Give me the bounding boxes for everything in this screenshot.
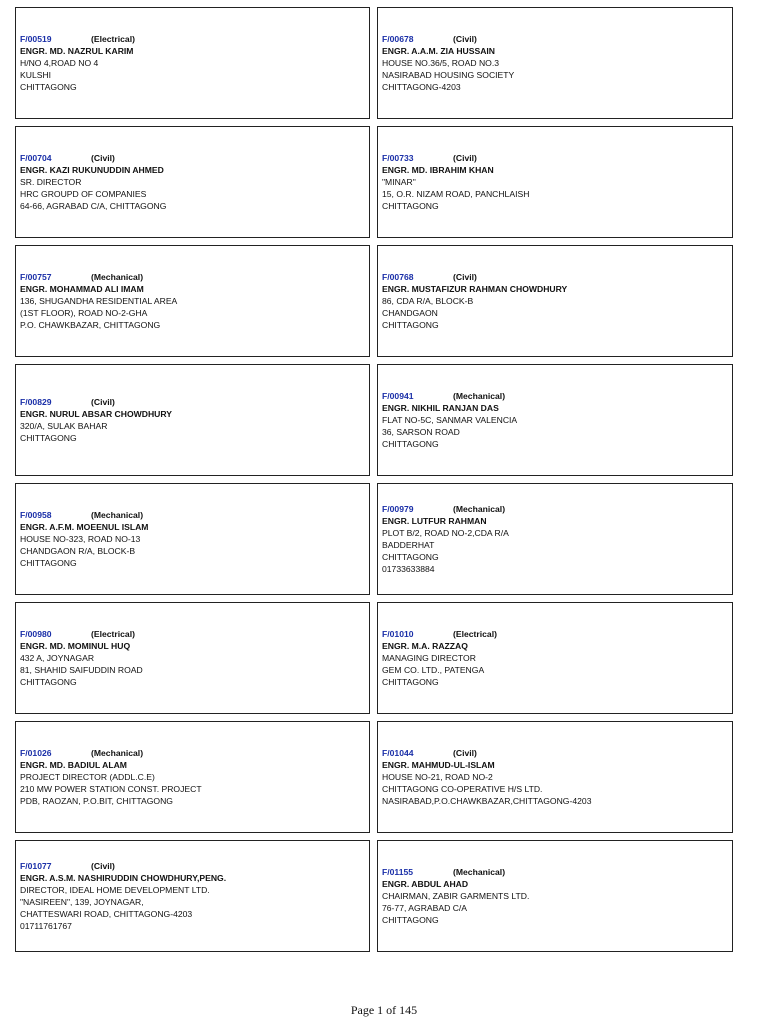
member-code: F/01077 <box>20 861 52 871</box>
member-card <box>15 245 370 357</box>
member-discipline: (Mechanical) <box>453 391 506 401</box>
member-name: ENGR. NURUL ABSAR CHOWDHURY <box>20 409 172 419</box>
phone-number: 01711761767 <box>20 921 72 931</box>
address-line: CHITTAGONG <box>382 439 439 449</box>
member-discipline: (Civil) <box>453 153 477 163</box>
member-code: F/00958 <box>20 510 52 520</box>
member-code: F/00941 <box>382 391 414 401</box>
member-discipline: (Mechanical) <box>91 510 144 520</box>
member-card <box>15 602 370 714</box>
address-line: PDB, RAOZAN, P.O.BIT, CHITTAGONG <box>20 796 173 806</box>
address-line: CHAIRMAN, ZABIR GARMENTS LTD. <box>382 891 530 901</box>
member-card <box>377 602 733 714</box>
address-line: P.O. CHAWKBAZAR, CHITTAGONG <box>20 320 161 330</box>
member-card <box>377 245 733 357</box>
member-name: ENGR. MAHMUD-UL-ISLAM <box>382 760 495 770</box>
address-line: KULSHI <box>20 70 52 80</box>
page-number: Page 1 of 145 <box>350 1003 418 1017</box>
address-line: CHITTAGONG <box>382 915 439 925</box>
address-line: CHITTAGONG <box>382 201 439 211</box>
address-line: FLAT NO-5C, SANMAR VALENCIA <box>382 415 518 425</box>
member-code: F/00733 <box>382 153 414 163</box>
member-discipline: (Civil) <box>91 861 115 871</box>
member-code: F/01010 <box>382 629 414 639</box>
member-card <box>15 483 370 595</box>
address-line: PROJECT DIRECTOR (ADDL.C.E) <box>20 772 155 782</box>
address-line: CHANDGAON R/A, BLOCK-B <box>20 546 136 556</box>
member-name: ENGR. LUTFUR RAHMAN <box>382 516 487 526</box>
member-discipline: (Mechanical) <box>91 748 144 758</box>
member-name: ENGR. A.F.M. MOEENUL ISLAM <box>20 522 149 532</box>
member-discipline: (Civil) <box>91 397 115 407</box>
member-discipline: (Civil) <box>453 748 477 758</box>
address-line: 136, SHUGANDHA RESIDENTIAL AREA <box>20 296 178 306</box>
member-name: ENGR. KAZI RUKUNUDDIN AHMED <box>20 165 164 175</box>
address-line: 15, O.R. NIZAM ROAD, PANCHLAISH <box>382 189 530 199</box>
address-line: 81, SHAHID SAIFUDDIN ROAD <box>20 665 143 675</box>
address-line: CHITTAGONG <box>382 320 439 330</box>
member-code: F/00979 <box>382 504 414 514</box>
member-code: F/01044 <box>382 748 414 758</box>
member-card <box>15 126 370 238</box>
member-card <box>15 721 370 833</box>
member-card <box>15 840 370 952</box>
address-line: NASIRABAD HOUSING SOCIETY <box>382 70 515 80</box>
address-line: CHITTAGONG <box>382 552 439 562</box>
address-line: "NASIREEN", 139, JOYNAGAR, <box>20 897 144 907</box>
address-line: 64-66, AGRABAD C/A, CHITTAGONG <box>20 201 167 211</box>
member-card <box>377 483 733 595</box>
member-card <box>377 364 733 476</box>
address-line: PLOT B/2, ROAD NO-2,CDA R/A <box>382 528 509 538</box>
member-discipline: (Mechanical) <box>453 867 506 877</box>
member-name: ENGR. MD. NAZRUL KARIM <box>20 46 134 56</box>
address-line: 76-77, AGRABAD C/A <box>382 903 468 913</box>
member-card <box>377 7 733 119</box>
member-discipline: (Mechanical) <box>91 272 144 282</box>
member-code: F/00519 <box>20 34 52 44</box>
member-name: ENGR. NIKHIL RANJAN DAS <box>382 403 499 413</box>
member-name: ENGR. MD. BADIUL ALAM <box>20 760 127 770</box>
member-card-grid <box>15 7 761 952</box>
member-name: ENGR. MOHAMMAD ALI IMAM <box>20 284 144 294</box>
address-line: CHITTAGONG CO-OPERATIVE H/S LTD. <box>382 784 543 794</box>
member-discipline: (Civil) <box>453 34 477 44</box>
member-name: ENGR. M.A. RAZZAQ <box>382 641 468 651</box>
member-code: F/00757 <box>20 272 52 282</box>
address-line: CHITTAGONG <box>382 677 439 687</box>
member-name: ENGR. MD. MOMINUL HUQ <box>20 641 131 651</box>
address-line: BADDERHAT <box>382 540 435 550</box>
member-discipline: (Mechanical) <box>453 504 506 514</box>
member-code: F/00704 <box>20 153 52 163</box>
member-code: F/00768 <box>382 272 414 282</box>
address-line: 36, SARSON ROAD <box>382 427 460 437</box>
address-line: CHITTAGONG <box>20 558 77 568</box>
address-line: CHITTAGONG <box>20 433 77 443</box>
address-line: CHANDGAON <box>382 308 438 318</box>
member-card <box>15 7 370 119</box>
address-line: NASIRABAD,P.O.CHAWKBAZAR,CHITTAGONG-4203 <box>382 796 592 806</box>
address-line: CHATTESWARI ROAD, CHITTAGONG-4203 <box>20 909 193 919</box>
address-line: 432 A, JOYNAGAR <box>20 653 95 663</box>
member-code: F/01026 <box>20 748 52 758</box>
member-card <box>377 126 733 238</box>
member-card <box>377 840 733 952</box>
member-code: F/00980 <box>20 629 52 639</box>
member-discipline: (Electrical) <box>453 629 497 639</box>
address-line: CHITTAGONG <box>20 82 77 92</box>
member-discipline: (Electrical) <box>91 629 135 639</box>
phone-number: 01733633884 <box>382 564 435 574</box>
address-line: H/NO 4,ROAD NO 4 <box>20 58 99 68</box>
member-discipline: (Electrical) <box>91 34 135 44</box>
address-line: DIRECTOR, IDEAL HOME DEVELOPMENT LTD. <box>20 885 210 895</box>
address-line: HOUSE NO-21, ROAD NO-2 <box>382 772 493 782</box>
address-line: GEM CO. LTD., PATENGA <box>382 665 485 675</box>
member-name: ENGR. A.S.M. NASHIRUDDIN CHOWDHURY,PENG. <box>20 873 227 883</box>
member-name: ENGR. MD. IBRAHIM KHAN <box>382 165 494 175</box>
address-line: 210 MW POWER STATION CONST. PROJECT <box>20 784 202 794</box>
address-line: HOUSE NO.36/5, ROAD NO.3 <box>382 58 500 68</box>
address-line: 320/A, SULAK BAHAR <box>20 421 108 431</box>
address-line: HOUSE NO-323, ROAD NO-13 <box>20 534 141 544</box>
member-name: ENGR. ABDUL AHAD <box>382 879 469 889</box>
member-code: F/00678 <box>382 34 414 44</box>
address-line: MANAGING DIRECTOR <box>382 653 476 663</box>
address-line: CHITTAGONG-4203 <box>382 82 461 92</box>
address-line: (1ST FLOOR), ROAD NO-2-GHA <box>20 308 148 318</box>
member-name: ENGR. MUSTAFIZUR RAHMAN CHOWDHURY <box>382 284 568 294</box>
member-card <box>377 721 733 833</box>
address-line: CHITTAGONG <box>20 677 77 687</box>
member-discipline: (Civil) <box>91 153 115 163</box>
address-line: SR. DIRECTOR <box>20 177 82 187</box>
member-code: F/00829 <box>20 397 52 407</box>
member-discipline: (Civil) <box>453 272 477 282</box>
member-name: ENGR. A.A.M. ZIA HUSSAIN <box>382 46 495 56</box>
address-line: "MINAR" <box>382 177 416 187</box>
address-line: 86, CDA R/A, BLOCK-B <box>382 296 474 306</box>
member-code: F/01155 <box>382 867 414 877</box>
member-card <box>15 364 370 476</box>
address-line: HRC GROUPD OF COMPANIES <box>20 189 147 199</box>
